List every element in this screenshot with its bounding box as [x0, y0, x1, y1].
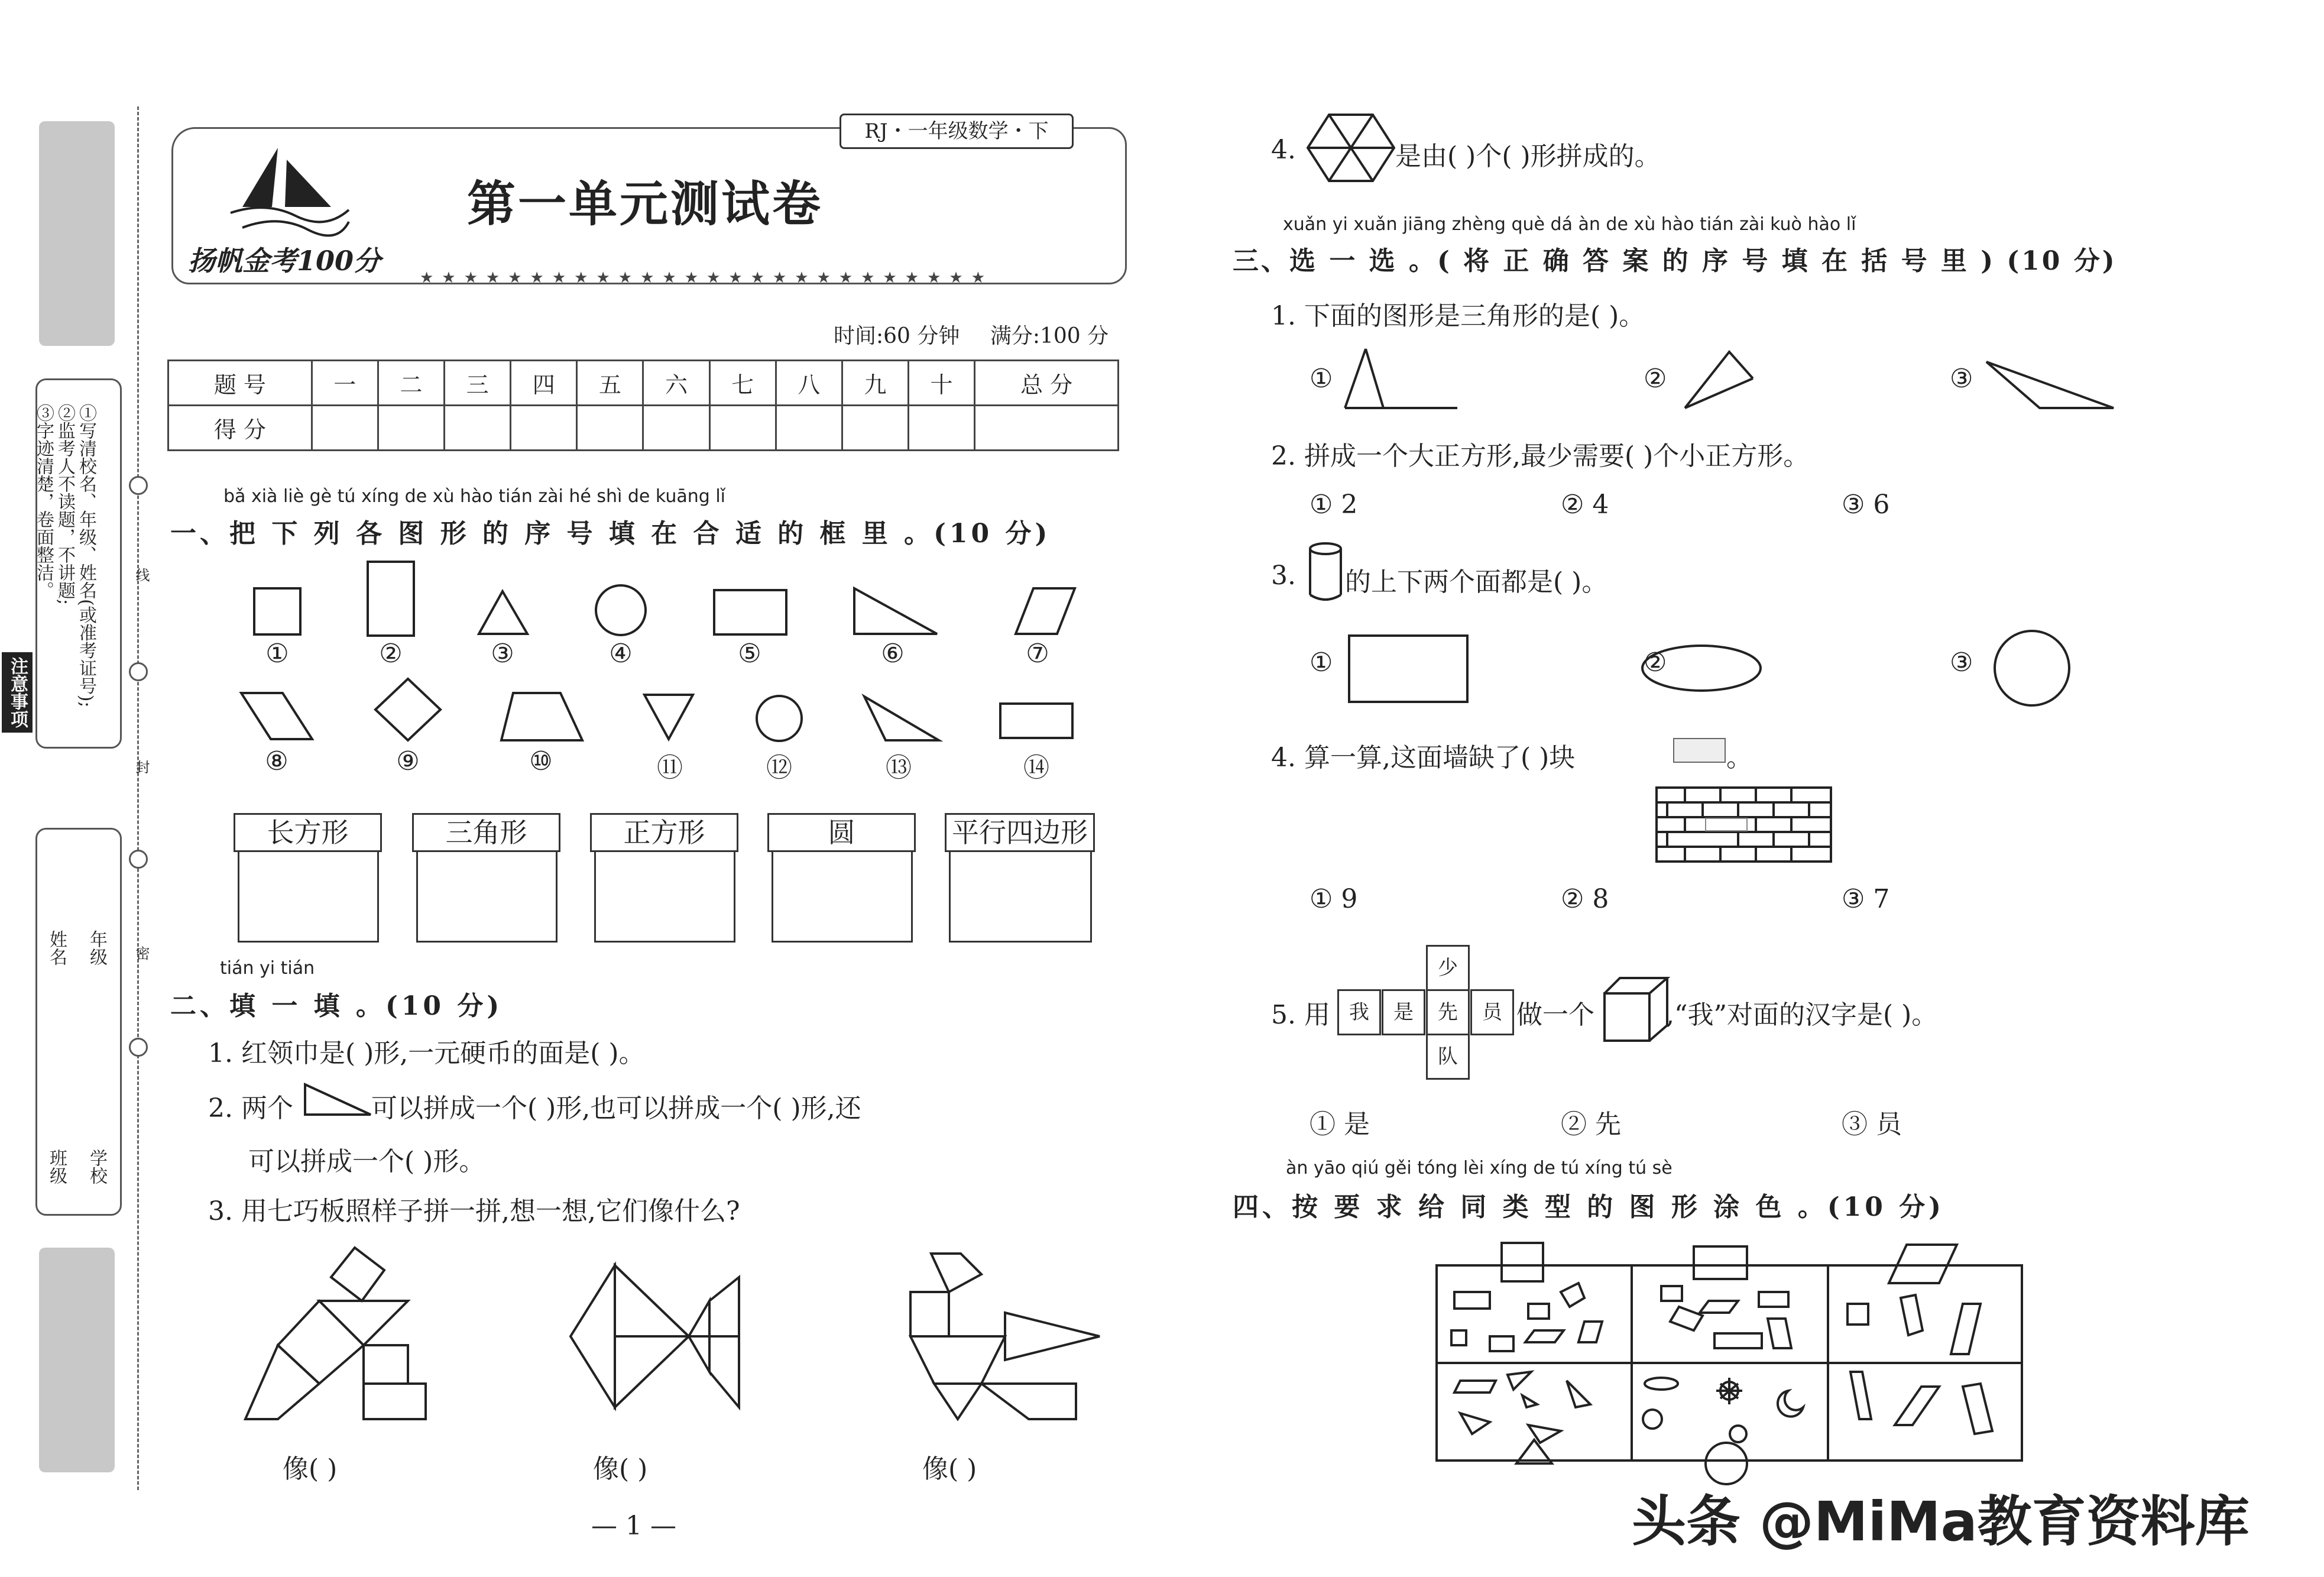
full-score-text: 满分:100 分	[990, 324, 1109, 348]
shape-number: ⑪	[657, 753, 683, 783]
notes-text-1: ①写清校名、年级、姓名(或准考证号);	[76, 404, 96, 708]
section2-title: 二、填 一 填 。(10 分)	[170, 991, 503, 1021]
category-label-circle: 圆	[767, 813, 916, 852]
field-name[interactable]: 姓名	[46, 930, 67, 966]
notes-text-3: ③字迹清楚，卷面整洁。	[33, 404, 54, 599]
field-class[interactable]: 班级	[46, 1149, 67, 1184]
cube-icon	[1602, 976, 1673, 1044]
s3-q5-option-3[interactable]: ③ 员	[1842, 1109, 1902, 1139]
category-label-triangle: 三角形	[412, 813, 560, 852]
s2-question-2-start: 2. 两个	[208, 1093, 293, 1123]
field-grade[interactable]: 年级	[86, 930, 107, 966]
net-cell: 我	[1337, 989, 1381, 1035]
net-cell: 少	[1426, 945, 1470, 991]
shape-number: ⑧	[265, 746, 289, 776]
net-cell: 是	[1382, 989, 1425, 1035]
category-label-parallelogram: 平行四边形	[945, 813, 1095, 852]
watermark: 头条 @MiMa教育资料库	[1632, 1490, 2250, 1553]
section2-pinyin: tián yi tián	[220, 958, 315, 979]
field-school[interactable]: 学校	[86, 1149, 107, 1184]
s2-question-4-start: 4.	[1271, 135, 1296, 165]
section1-title: 一、把 下 列 各 图 形 的 序 号 填 在 合 适 的 框 里 。(10 分)	[170, 519, 1051, 549]
star-divider: ★★★★★★★★★★★★★★★★★★★★★★★★★★	[420, 269, 994, 287]
net-cell: 队	[1426, 1034, 1470, 1080]
s3-q2-option-3[interactable]: ③ 6	[1842, 490, 1890, 520]
table-cell: 十	[908, 361, 974, 406]
section3-pinyin: xuǎn yi xuǎn jiāng zhèng què dá àn de xù hào tián zài kuò hào lǐ	[1283, 214, 1856, 235]
s2-question-3: 3. 用七巧板照样子拼一拼,想一想,它们像什么?	[208, 1196, 740, 1226]
s3-q5-option-2[interactable]: ② 先	[1561, 1109, 1621, 1139]
section1-pinyin: bǎ xià liè gè tú xíng de xù hào tián zài hé shì de kuāng lǐ	[223, 486, 725, 507]
option-3[interactable]: ③	[1950, 364, 1973, 394]
table-cell: 三	[445, 361, 511, 406]
cylinder-icon	[1308, 543, 1343, 602]
answer-like-3[interactable]: 像( )	[922, 1454, 977, 1484]
s3-q5-option-1[interactable]: ① 是	[1310, 1109, 1370, 1139]
cut-mark: 封	[133, 760, 150, 774]
table-cell: 二	[378, 361, 444, 406]
grade-tag: RJ・一年级数学・下	[840, 114, 1074, 149]
s3-q2-option-1[interactable]: ① 2	[1310, 490, 1358, 520]
s3-q4-option-3[interactable]: ③ 7	[1842, 884, 1890, 914]
s3-question-3-rest: 的上下两个面都是( )。	[1345, 567, 1608, 597]
s3-question-5-end: ,“我”对面的汉字是( )。	[1666, 1000, 1938, 1030]
s3-question-4-end: 。	[1726, 743, 1752, 773]
section4-title: 四、按 要 求 给 同 类 型 的 图 形 涂 色 。(10 分)	[1233, 1192, 1945, 1222]
shape-number: ⑥	[881, 639, 905, 669]
shape-number: ⑨	[396, 746, 420, 776]
time-text: 时间:60 分钟	[834, 324, 960, 348]
shape-number: ⑩	[529, 746, 553, 776]
s3-question-5-start: 5. 用	[1271, 1000, 1330, 1030]
category-label-square: 正方形	[590, 813, 738, 852]
s2-question-1: 1. 红领巾是( )形,一元硬币的面是( )。	[208, 1038, 645, 1068]
cut-mark: 线	[133, 568, 150, 582]
net-cell: 员	[1470, 989, 1514, 1035]
page-title: 第一单元测试卷	[467, 176, 824, 232]
s3-q2-option-2[interactable]: ② 4	[1561, 490, 1609, 520]
coloring-grid[interactable]	[1431, 1236, 2028, 1496]
s2-question-4-rest: 是由( )个( )形拼成的。	[1395, 141, 1661, 171]
brick-wall-icon	[1655, 786, 1833, 863]
table-cell: 一	[312, 361, 378, 406]
shape-number: ①	[265, 639, 289, 669]
section3-title: 三、选 一 选 。( 将 正 确 答 案 的 序 号 填 在 括 号 里 ) (10 分)	[1233, 246, 2117, 276]
table-cell: 八	[776, 361, 842, 406]
cut-mark: 密	[133, 946, 150, 960]
shape-number: ③	[491, 639, 514, 669]
s3-q3-option-3[interactable]: ③	[1950, 647, 1973, 678]
table-cell: 总 分	[975, 361, 1119, 406]
s3-question-3-start: 3.	[1271, 561, 1296, 591]
s3-question-1: 1. 下面的图形是三角形的是( )。	[1271, 301, 1645, 331]
shape-number: ②	[379, 639, 403, 669]
s3-q3-option-1[interactable]: ①	[1310, 647, 1333, 678]
s2-question-2-rest: 可以拼成一个( )形,也可以拼成一个( )形,还	[371, 1093, 861, 1123]
table-cell: 九	[842, 361, 908, 406]
section4-pinyin: àn yāo qiú gěi tóng lèi xíng de tú xíng tú sè	[1286, 1158, 1672, 1178]
answer-like-1[interactable]: 像( )	[283, 1454, 338, 1484]
notes-label: 注意事项	[2, 652, 33, 733]
option-2[interactable]: ②	[1644, 364, 1667, 394]
s3-q4-option-1[interactable]: ① 9	[1310, 884, 1358, 914]
shape-number: ⑤	[738, 639, 761, 669]
answer-like-2[interactable]: 像( )	[593, 1454, 648, 1484]
net-cell: 先	[1426, 989, 1470, 1035]
logo-text: 扬帆金考100分	[188, 245, 381, 277]
table-cell: 题 号	[168, 361, 312, 406]
s3-question-5-mid: 做一个	[1516, 1000, 1594, 1030]
shape-number: ⑦	[1026, 639, 1049, 669]
option-1[interactable]: ①	[1310, 364, 1333, 394]
page-number: — 1 —	[591, 1511, 676, 1541]
table-cell: 六	[643, 361, 709, 406]
s3-q4-option-2[interactable]: ② 8	[1561, 884, 1609, 914]
s2-question-2-cont: 可以拼成一个( )形。	[248, 1147, 485, 1177]
table-cell: 五	[577, 361, 643, 406]
shape-number: ⑫	[766, 753, 792, 783]
table-cell: 四	[511, 361, 577, 406]
category-label-rectangle: 长方形	[234, 813, 382, 852]
s3-question-2: 2. 拼成一个大正方形,最少需要( )个小正方形。	[1271, 441, 1810, 471]
brick-icon	[1673, 738, 1726, 763]
shape-number: ④	[609, 639, 633, 669]
table-cell: 得 分	[168, 406, 312, 451]
shape-number: ⑭	[1023, 753, 1049, 783]
s3-question-4: 4. 算一算,这面墙缺了( )块	[1271, 743, 1576, 773]
s3-q3-option-2[interactable]: ②	[1644, 647, 1667, 678]
shape-number: ⑬	[886, 753, 912, 783]
notes-text-2: ②监考人不读题，不讲题;	[54, 404, 75, 605]
table-cell: 七	[709, 361, 776, 406]
